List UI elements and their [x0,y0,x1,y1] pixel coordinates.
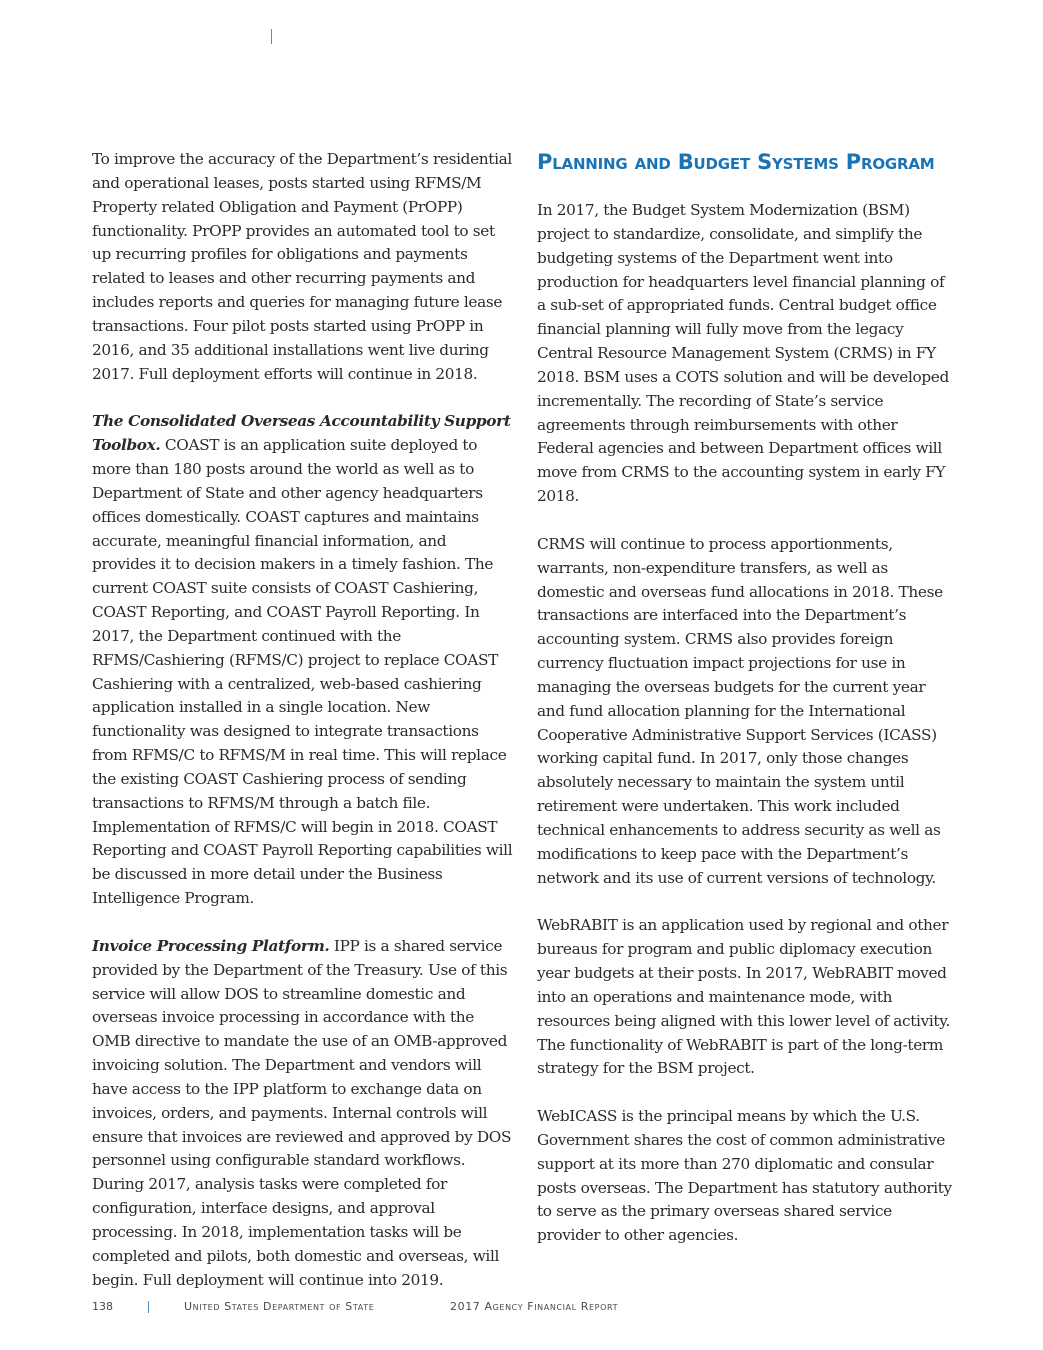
paragraph-ipp [92,935,514,1293]
paragraph-webicass: WebICASS is the principal means by which the U.S. Government shares the cost of common administrative support at its more than 270 diplomatic and consular posts overseas. The Department has statutory authority to serve as the primary overseas shared service provider to other agencies. [537,1107,952,1245]
section-heading: Planning and Budget Systems Program [537,150,935,174]
footer-organization: United States Department of State [184,1300,375,1313]
left-column [92,148,514,1316]
header-divider [271,29,272,44]
ipp-lead-in: Invoice Processing Platform. [92,936,330,955]
paragraph-coast [92,410,514,911]
paragraph-crms: CRMS will continue to process apportionments, warrants, non-expenditure transfers, as well as domestic and overseas fund allocations in 2018. These transactions are interfaced into the Department’s accounting system. CRMS also provides foreign currency fluctuation impact projections for use in managing the overseas budgets for the current year and fund allocation planning for the International Cooperative Administrative Support Services (ICASS) working capital fund. In 2017, only those changes absolutely necessary to maintain the system until retirement were undertaken. This work included technical enhancements to address security as well as modifications to keep pace with the Department’s network and its use of current versions of technology. [537,534,943,887]
page-number: 138 [92,1300,113,1313]
footer-divider [148,1301,149,1313]
right-column [537,148,955,1272]
paragraph-webrabit: WebRABIT is an application used by regional and other bureaus for program and public diplomacy execution year budgets at their posts. In 2017, WebRABIT moved into an operations and maintenance mode, with resources being aligned with this lower level of activity. The functionality of WebRABIT is part of the long-term strategy for the BSM project. [537,916,951,1078]
ipp-body: IPP is a shared service provided by the Department of the Treasury. Use of this service will allow DOS to streamline domestic and overseas invoice processing in accordance with the OMB directive to mandate the use of an OMB-approved invoicing solution. The Department and vendors will have access to the IPP platform to exchange data on invoices, orders, and payments. Internal controls will ensure that invoices are reviewed and approved by DOS personnel using configurable standard workflows. During 2017, analysis tasks were completed for configuration, interface designs, and approval processing. In 2018, implementation tasks will be completed and pilots, both domestic and overseas, will begin. Full deployment will continue into 2019. [92,936,512,1289]
paragraph-propp: To improve the accuracy of the Department’s residential and operational leases, posts started using RFMS/M Property related Obligation and Payment (PrOPP) functionality. PrOPP provides an automated tool to set up recurring profiles for obligations and payments related to leases and other recurring payments and includes reports and queries for managing future lease transactions. Four pilot posts started using PrOPP in 2016, and 35 additional installations went live during 2017. Full deployment efforts will continue in 2018. [92,150,512,383]
coast-lead-in: The Consolidated Overseas Accountability Support Toolbox. [92,412,511,455]
coast-body: COAST is an application suite deployed to more than 180 posts around the world as well as to Department of State and other agency headquarters offices domestically. COAST captures and maintains accurate, meaningful financial information, and provides it to decision makers in a timely fashion. The current COAST suite consists of COAST Cashiering, COAST Reporting, and COAST Payroll Reporting. In 2017, the Department continued with the RFMS/Cashiering (RFMS/C) project to replace COAST Cashiering with a centralized, web-based cashiering application installed in a single location. New functionality was designed to integrate transactions from RFMS/C to RFMS/M in real time. This will replace the existing COAST Cashiering process of sending transactions to RFMS/M through a batch file. Implementation of RFMS/C will begin in 2018. COAST Reporting and COAST Payroll Reporting capabilities will be discussed in more detail under the Business Intelligence Program. [92,436,513,908]
paragraph-bsm: In 2017, the Budget System Modernization (BSM) project to standardize, consolidate, and simplify the budgeting systems of the Department went into production for headquarters level financial planning of a sub-set of appropriated funds. Central budget office financial planning will fully move from the legacy Central Resource Management System (CRMS) in FY 2018. BSM uses a COTS solution and will be developed incrementally. The recording of State’s service agreements through reimbursements with other Federal agencies and between Department offices will move from CRMS to the accounting system in early FY 2018. [537,201,949,506]
footer-report-title: 2017 Agency Financial Report [450,1300,619,1313]
